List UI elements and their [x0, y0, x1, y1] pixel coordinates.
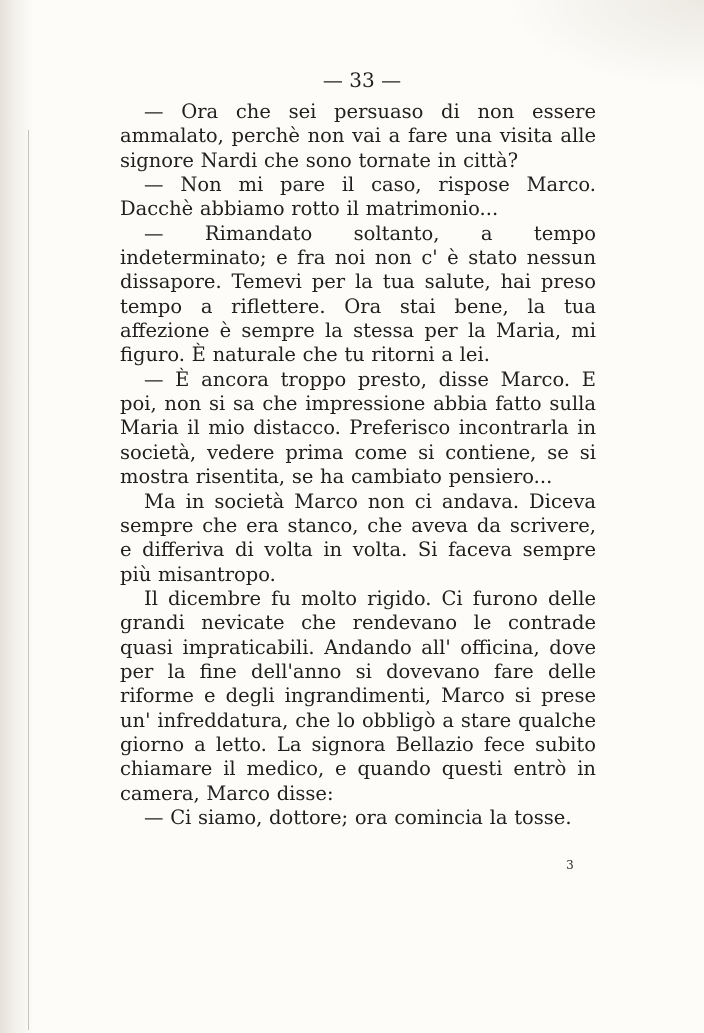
- page-number: — 33 —: [322, 68, 402, 92]
- printer-signature-mark: 3: [566, 858, 574, 872]
- paragraph: — Ci siamo, dottore; ora comincia la tosse.: [144, 805, 572, 829]
- paragraph: — Rimandato soltanto, a tempo indeterminato; e fra noi non c' è stato nessun dissapore. Temevi per la tua salute, hai preso tempo a riflettere. Ora stai bene, la tua affezione è sempre la stessa per la Maria, mi figuro. È naturale che tu ritorni a lei.: [120, 221, 596, 367]
- paragraph: Il dicembre fu molto rigido. Ci furono delle grandi nevicate che rendevano le contrade quasi impraticabili. Andando all' officina, dove per la fine dell'anno si dovevano fare delle riforme e degli ingrandimenti, Marco si prese un' infreddatura, che lo obbligò a stare qualche giorno a letto. La signora Bellazio fece subito chiamare il medico, e quando questi entrò in camera, Marco disse:: [120, 586, 596, 805]
- page-binding-edge: [28, 130, 29, 1030]
- paragraph: — Non mi pare il caso, rispose Marco. Dacchè abbiamo rotto il matrimonio...: [120, 173, 596, 221]
- page-text-block: [120, 62, 596, 830]
- paragraph: — È ancora troppo presto, disse Marco. E poi, non si sa che impressione abbia fatto sulla Maria il mio distacco. Preferisco incontrarla in società, vedere prima come si contiene, se si mostra risentita, se ha cambiato pensiero...: [120, 367, 596, 489]
- paragraph: — Ora che sei persuaso di non essere ammalato, perchè non vai a fare una visita alle signore Nardi che sono tornate in città?: [120, 100, 596, 172]
- paragraph: Ma in società Marco non ci andava. Diceva sempre che era stanco, che aveva da scrivere, e differiva di volta in volta. Si faceva sempre più misantropo.: [120, 489, 596, 586]
